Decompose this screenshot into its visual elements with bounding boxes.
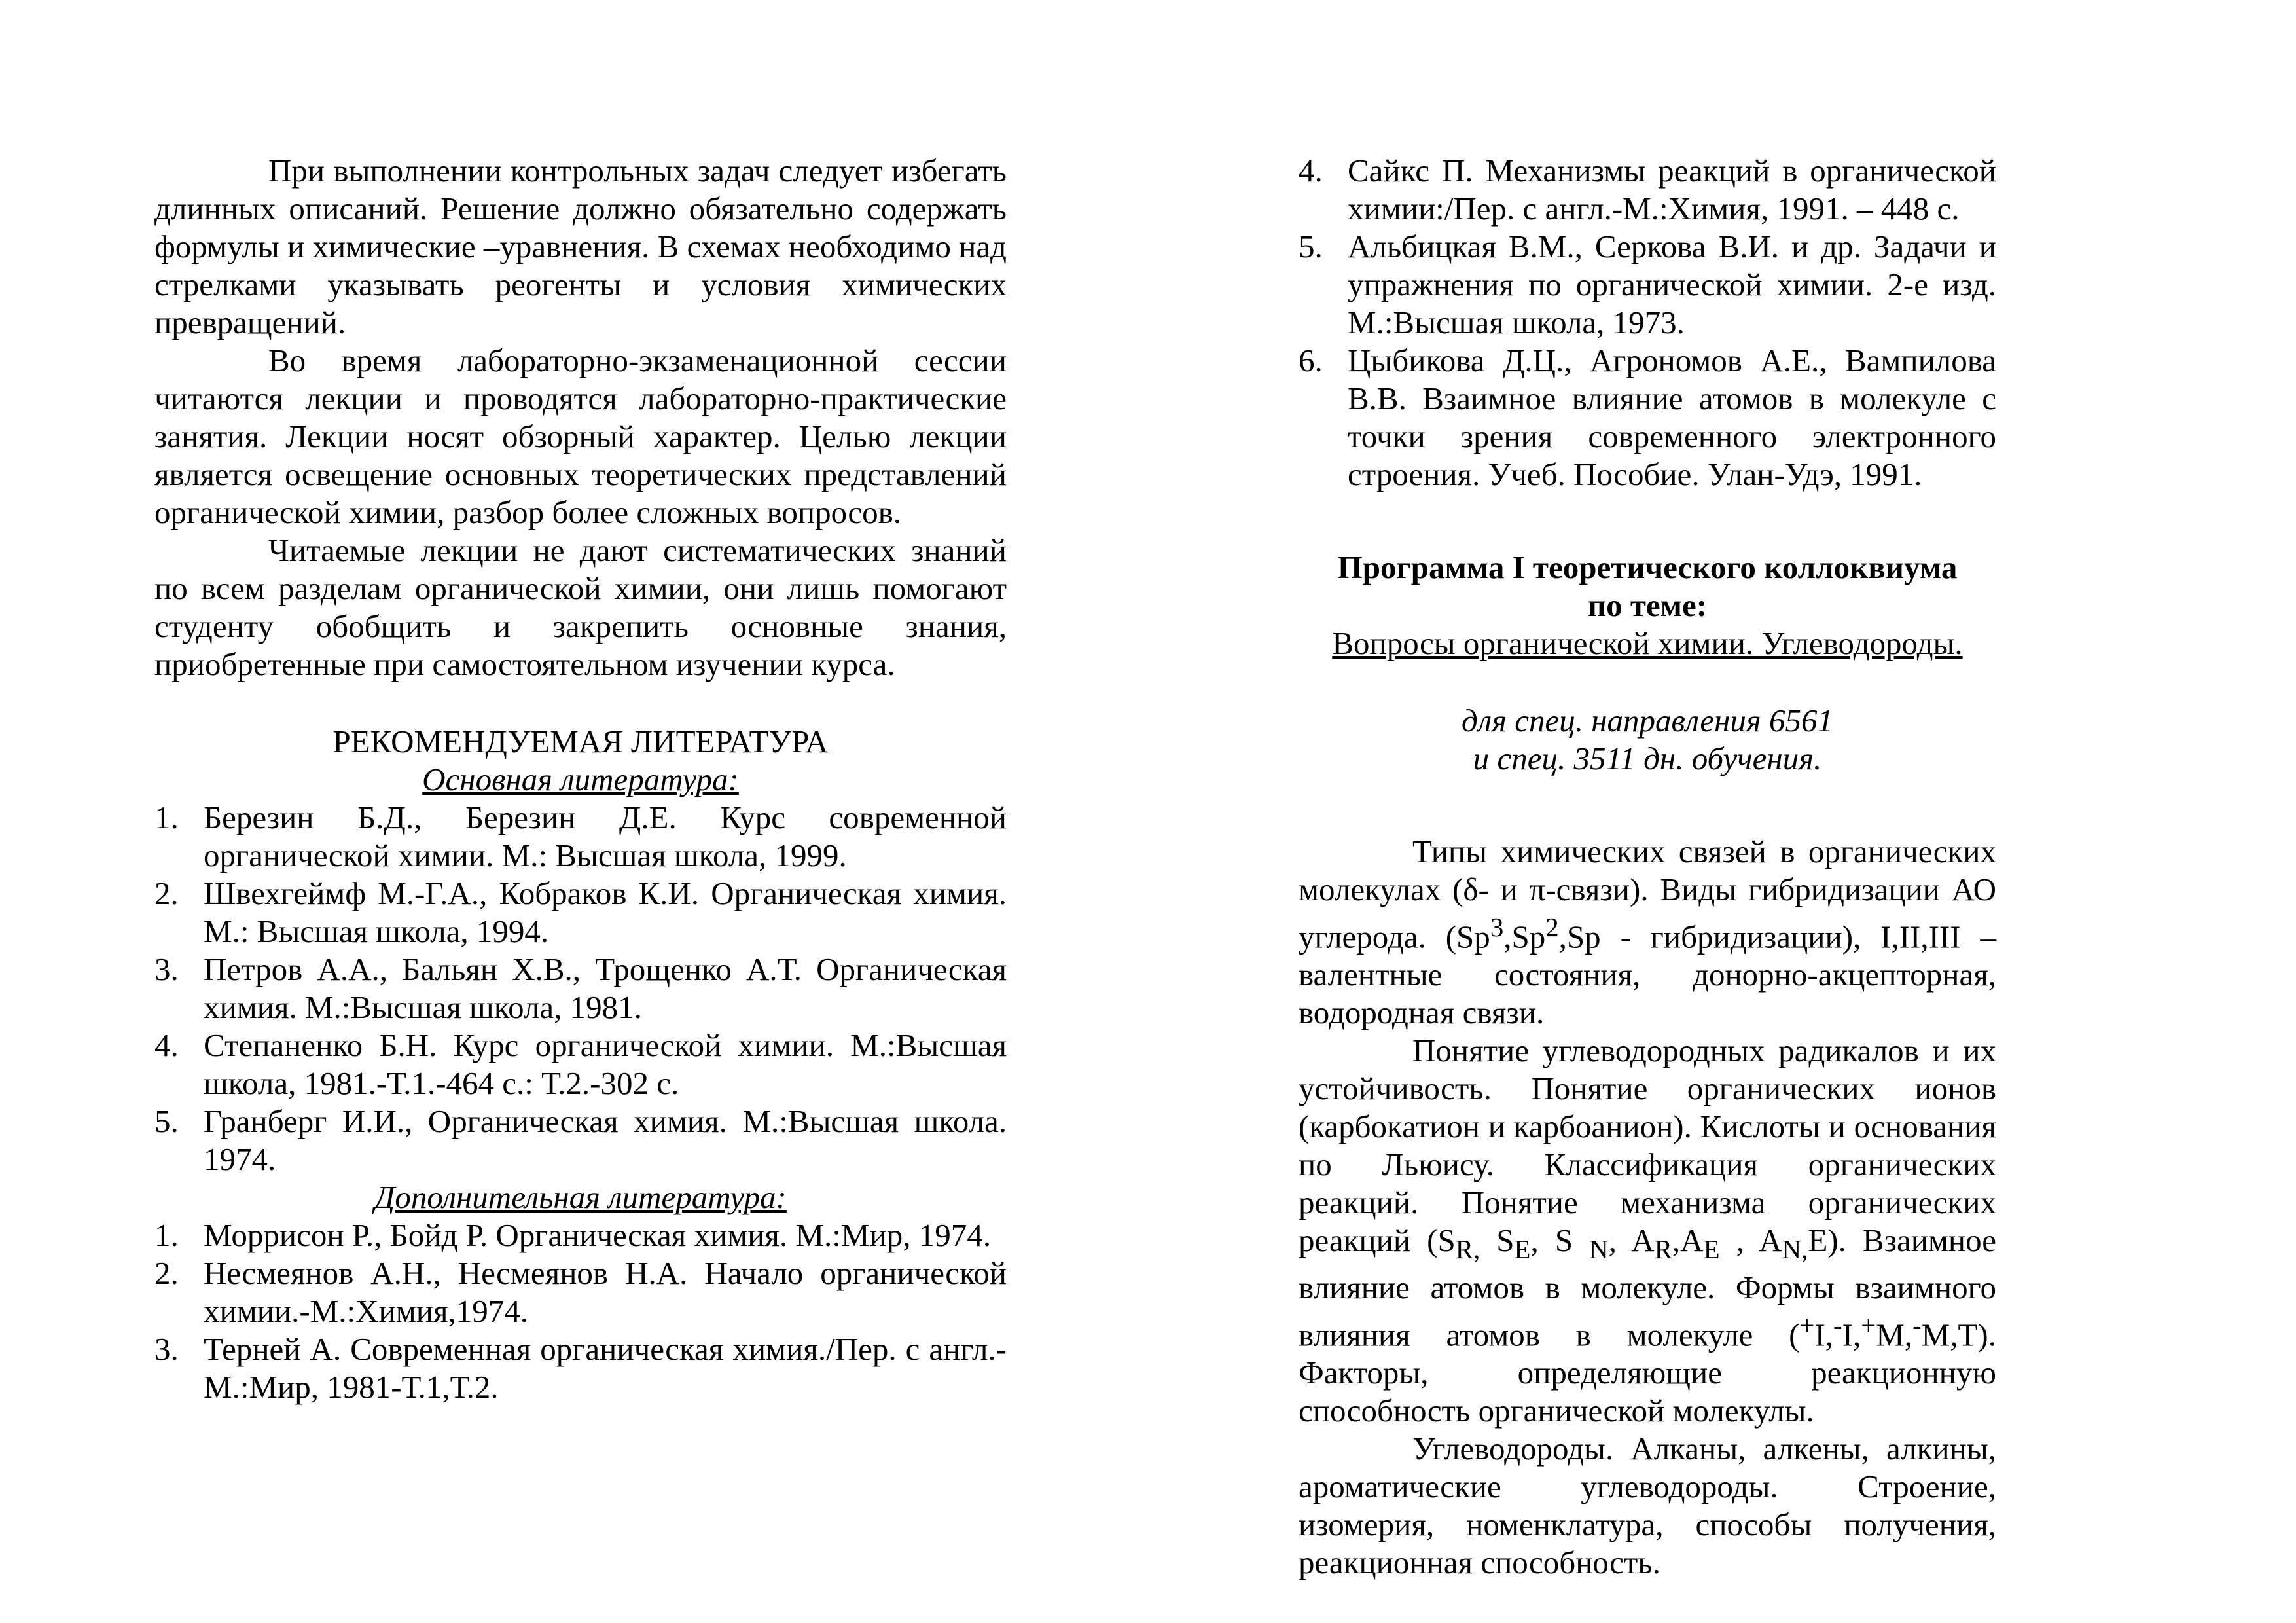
list-item: 6. Цыбикова Д.Ц., Агрономов А.Е., Вампилова В.В. Взаимное влияние атомов в молекуле с точки зрения современного электронного строения. Учеб. Пособие. Улан-Удэ, 1991. bbox=[1299, 342, 1996, 492]
program-title: Программа I теоретического коллоквиума bbox=[1337, 549, 1958, 585]
audience-line-1: для спец. направления 6561 bbox=[1462, 702, 1833, 739]
program-topic: Вопросы органической химии. Углеводороды. bbox=[1332, 625, 1963, 661]
literature-heading: РЕКОМЕНДУЕМАЯ ЛИТЕРАТУРА bbox=[332, 723, 829, 759]
program-paragraph-1: Типы химических связей в органических молекулах (δ- и π-связи). Виды гибридизации АО углерода. (Sp$^3$,Sp$^2$,Sp - гибридизации), I,II,III – валентные состояния, донорно-акцепторная, водородная связи. bbox=[1299, 833, 1997, 1031]
program-paragraph-2: Понятие углеводородных радикалов и их устойчивость. Понятие органических ионов (карбокатион и карбоанион). Кислоты и основания по Льюису. Классификация органических реакций. Понятие механизма органических реакций ($S_{R,}$ $S_E$, S $_N$, $A_R,A_E$ , $A_{N,}E$). Взаимное влияние атомов в молекуле. Формы взаимного влияния атомов в молекуле (+I,-I,+M,-M,T). Факторы, определяющие реакционную способность органической молекулы. bbox=[1299, 1032, 1996, 1429]
main-literature-heading: Основная литература: bbox=[422, 761, 739, 797]
right-column bbox=[1299, 152, 1996, 1582]
extra-literature-heading: Дополнительная литература: bbox=[374, 1179, 787, 1215]
list-item: 1. Березин Б.Д., Березин Д.Е. Курс современной органической химии. М.: Высшая школа, 1999. bbox=[154, 799, 1007, 873]
list-item: 4. Сайкс П. Механизмы реакций в органической химии:/Пер. с англ.-М.:Химия, 1991. – 448 с. bbox=[1299, 153, 1996, 227]
list-item: 1. Моррисон Р., Бойд Р. Органическая химия. М.:Мир, 1974. bbox=[154, 1217, 991, 1253]
intro-paragraph-1: При выполнении контрольных задач следует избегать длинных описаний. Решение должно обязательно содержать формулы и химические –уравнения. В схемах необходимо над стрелками указывать реогенты и условия химических превращений. bbox=[154, 153, 1007, 340]
main-literature-list bbox=[154, 799, 1007, 1178]
audience-line-2: и спец. 3511 дн. обучения. bbox=[1473, 740, 1822, 776]
list-item: 4. Степаненко Б.Н. Курс органической химии. М.:Высшая школа, 1981.-Т.1.-464 с.: Т.2.-302 с. bbox=[154, 1027, 1007, 1101]
continued-literature-list bbox=[1299, 152, 1996, 494]
list-item: 2. Швехгеймф М.-Г.А., Кобраков К.И. Органическая химия. М.: Высшая школа, 1994. bbox=[154, 875, 1007, 949]
right-page bbox=[1148, 0, 2296, 1623]
list-item: 3. Терней А. Современная органическая химия./Пер. с англ.-М.:Мир, 1981-Т.1,Т.2. bbox=[154, 1331, 1007, 1405]
extra-literature-list bbox=[154, 1216, 1007, 1406]
intro-paragraph-3: Читаемые лекции не дают систематических знаний по всем разделам органической химии, они лишь помогают студенту обобщить и закрепить основные знания, приобретенные при самостоятельном изучении курса. bbox=[154, 532, 1007, 682]
intro-paragraph-2: Во время лабораторно-экзаменационной сессии читаются лекции и проводятся лабораторно-практические занятия. Лекции носят обзорный характер. Целью лекции является освещение основных теоретических представлений органической химии, разбор более сложных вопросов. bbox=[154, 342, 1007, 530]
list-item: 5. Альбицкая В.М., Серкова В.И. и др. Задачи и упражнения по органической химии. 2-е изд. М.:Высшая школа, 1973. bbox=[1299, 228, 1996, 340]
list-item: 5. Гранберг И.И., Органическая химия. М.:Высшая школа. 1974. bbox=[154, 1103, 1007, 1177]
list-item: 2. Несмеянов А.Н., Несмеянов Н.А. Начало органической химии.-М.:Химия,1974. bbox=[154, 1255, 1007, 1329]
program-subtitle: по теме: bbox=[1587, 587, 1708, 623]
left-column bbox=[154, 152, 1007, 1406]
program-paragraph-3: Углеводороды. Алканы, алкены, алкины, ароматические углеводороды. Строение, изомерия, номенклатура, способы получения, реакционная способность. bbox=[1299, 1431, 1996, 1581]
list-item: 3. Петров А.А., Бальян Х.В., Трощенко А.Т. Органическая химия. М.:Высшая школа, 1981. bbox=[154, 951, 1007, 1025]
